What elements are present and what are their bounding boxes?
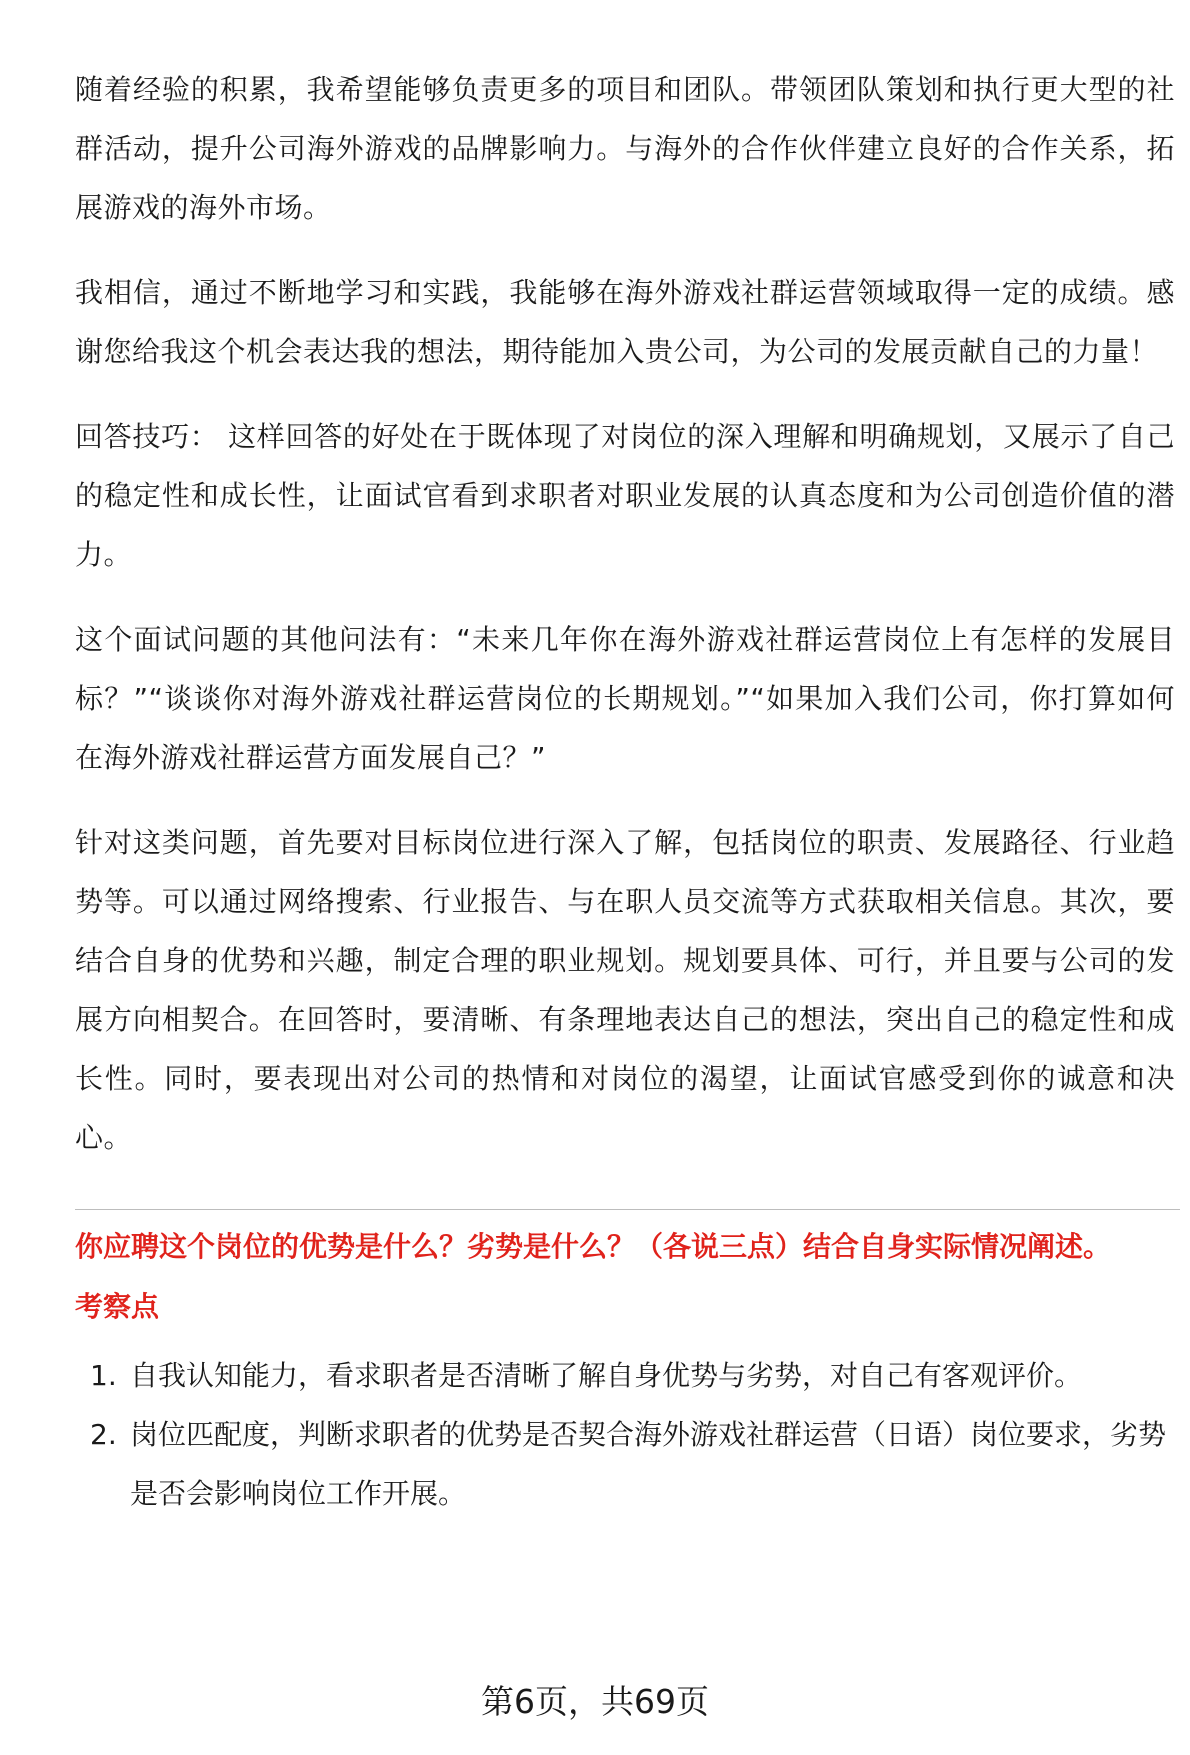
paragraph-answer-tips: 回答技巧： 这样回答的好处在于既体现了对岗位的深入理解和明确规划，又展示了自己的稳定性和成长性，让面试官看到求职者对职业发展的认真态度和为公司创造价值的潜力。 xyxy=(75,420,1175,571)
assessment-points-list xyxy=(75,1346,1175,1523)
paragraph-alternative-questions: 这个面试问题的其他问法有：“未来几年你在海外游戏社群运营岗位上有怎样的发展目标？”“谈谈你对海外游戏社群运营岗位的长期规划。”“如果加入我们公司，你打算如何在海外游戏社群运营方面发展自己？” xyxy=(75,623,1175,774)
list-item xyxy=(75,1346,1175,1405)
paragraph-career-growth: 随着经验的积累，我希望能够负责更多的项目和团队。带领团队策划和执行更大型的社群活动，提升公司海外游戏的品牌影响力。与海外的合作伙伴建立良好的合作关系，拓展游戏的海外市场。 xyxy=(75,73,1175,224)
paragraph-closing-statement: 我相信，通过不断地学习和实践，我能够在海外游戏社群运营领域取得一定的成绩。感谢您给我这个机会表达我的想法，期待能加入贵公司，为公司的发展贡献自己的力量！ xyxy=(75,276,1175,368)
page-number-footer: 第6页，共69页 xyxy=(481,1682,709,1721)
assessment-points-heading: 考察点 xyxy=(75,1290,160,1323)
paragraph-strategy: 针对这类问题，首先要对目标岗位进行深入了解，包括岗位的职责、发展路径、行业趋势等。可以通过网络搜索、行业报告、与在职人员交流等方式获取相关信息。其次，要结合自身的优势和兴趣，制定合理的职业规划。规划要具体、可行，并且要与公司的发展方向相契合。在回答时，要清晰、有条理地表达自己的想法，突出自己的稳定性和成长性。同时，要表现出对公司的热情和对岗位的渴望，让面试官感受到你的诚意和决心。 xyxy=(75,826,1175,1154)
list-item-text: 自我认知能力，看求职者是否清晰了解自身优势与劣势，对自己有客观评价。 xyxy=(130,1359,1083,1392)
page-content xyxy=(75,60,1175,1523)
list-item xyxy=(75,1405,1175,1523)
section-divider xyxy=(75,1209,1180,1210)
list-item-text: 岗位匹配度，判断求职者的优势是否契合海外游戏社群运营（日语）岗位要求，劣势是否会影响岗位工作开展。 xyxy=(130,1418,1167,1510)
interview-question: 你应聘这个岗位的优势是什么？劣势是什么？（各说三点）结合自身实际情况阐述。 xyxy=(75,1230,1112,1263)
list-item-number: 2. xyxy=(90,1418,117,1451)
list-item-number: 1. xyxy=(90,1359,117,1392)
